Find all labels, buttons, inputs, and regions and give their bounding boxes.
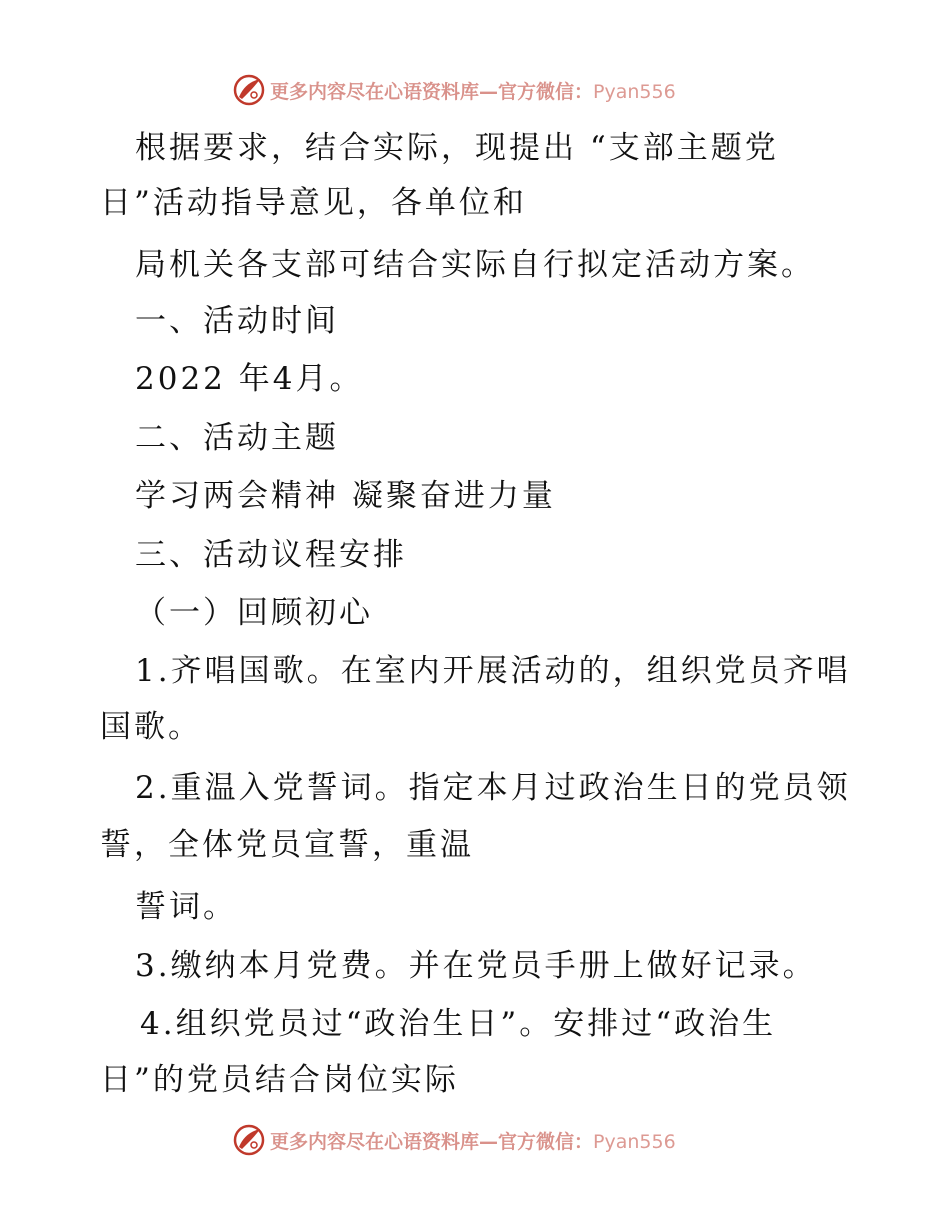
- watermark-text: 更多内容尽在心语资料库—官方微信：: [270, 80, 594, 103]
- paragraph-line: 2022 年4月。: [135, 361, 364, 397]
- header-watermark: [232, 70, 676, 110]
- paragraph-line: 4.组织党员过“政治生日”。安排过“政治生: [140, 1006, 777, 1042]
- paragraph-line: 根据要求，结合实际，现提出 “支部主题党: [135, 130, 779, 166]
- paragraph-line: 国歌。: [100, 709, 202, 745]
- watermark-id: Pyan556: [593, 80, 676, 103]
- paragraph-line: 2.重温入党誓词。指定本月过政治生日的党员领: [135, 770, 851, 806]
- paragraph-line: 3.缴纳本月党费。并在党员手册上做好记录。: [135, 948, 817, 984]
- watermark-id: Pyan556: [593, 1130, 676, 1153]
- paragraph-line: 誓，全体党员宣誓，重温: [100, 827, 474, 863]
- paragraph-line: 1.齐唱国歌。在室内开展活动的，组织党员齐唱: [135, 653, 851, 689]
- watermark-text: 更多内容尽在心语资料库—官方微信：: [270, 1130, 594, 1153]
- seal-logo-icon: [232, 73, 266, 107]
- paragraph-line: 学习两会精神 凝聚奋进力量: [135, 478, 556, 514]
- subsection-heading: （一）回顾初心: [135, 595, 373, 631]
- seal-logo-icon: [232, 1123, 266, 1157]
- section-heading: 一、活动时间: [135, 303, 339, 339]
- section-heading: 三、活动议程安排: [135, 537, 407, 573]
- footer-watermark: [232, 1120, 676, 1160]
- paragraph-line: 誓词。: [135, 889, 237, 925]
- paragraph-line: 局机关各支部可结合实际自行拟定活动方案。: [135, 247, 815, 283]
- section-heading: 二、活动主题: [135, 420, 339, 456]
- paragraph-line: 日”活动指导意见，各单位和: [100, 185, 527, 221]
- paragraph-line: 日”的党员结合岗位实际: [100, 1062, 459, 1098]
